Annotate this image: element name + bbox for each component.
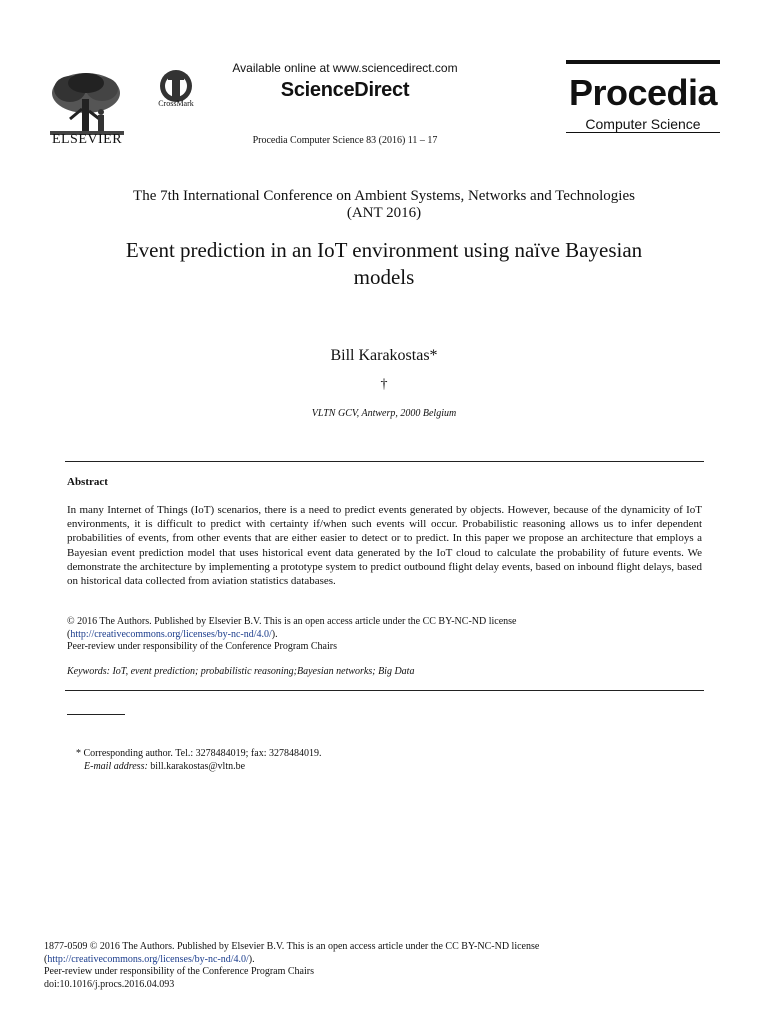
conference-line-1: The 7th International Conference on Ambient Systems, Networks and Technologies (133, 188, 635, 204)
paper-title-line-2: models (353, 265, 415, 289)
corresponding-author-footnote (76, 748, 676, 773)
crossmark-label: CrossMark (158, 99, 194, 108)
peer-review-line: Peer-review under responsibility of the Conference Program Chairs (67, 641, 337, 652)
footer-issn-line: 1877-0509 © 2016 The Authors. Published by Elsevier B.V. This is an open access article under the CC BY-NC-ND license (44, 941, 540, 952)
procedia-logo: Procedia (568, 72, 718, 113)
abstract-top-rule (65, 461, 704, 462)
footnote-contact: * Corresponding author. Tel.: 3278484019; fax: 3278484019. (76, 748, 322, 759)
abstract-body: In many Internet of Things (IoT) scenarios, there is a need to predict events generated by objects. However, because of the dynamicity of IoT environments, it is difficult to predict with certainty if/when such events will occur. Probabilistic reasoning allows us to infer dependent probabilities of events, from other events that are either easier to detect or to predict. In this paper we propose an architecture that employs a Bayesian event prediction model that uses historical event data generated by the IoT cloud to calculate the probability of future events. We demonstrate the architecture by implementing a prototype system to predict outbound flight delay events, based on inbound flight delays, based on historical data collected from aviation statistics databases. (67, 504, 702, 588)
copyright-notice (67, 616, 702, 654)
conference-line-2: (ANT 2016) (346, 205, 422, 221)
author-affiliation: VLTN GCV, Antwerp, 2000 Belgium (311, 408, 457, 419)
elsevier-wordmark: ELSEVIER (51, 132, 123, 147)
page-footer (44, 941, 724, 991)
copyright-line: © 2016 The Authors. Published by Elsevier B.V. This is an open access article under the CC BY-NC-ND license (67, 616, 517, 627)
available-online-text: Available online at www.sciencedirect.com (232, 61, 458, 75)
footer-license-link[interactable]: http://creativecommons.org/licenses/by-nc-nd/4.0/ (47, 953, 249, 965)
dagger-mark: † (380, 377, 388, 392)
footer-paren-open: ( (44, 953, 48, 965)
sciencedirect-logo[interactable]: ScienceDirect (280, 79, 410, 101)
footer-doi[interactable]: doi:10.1016/j.procs.2016.04.093 (44, 978, 175, 990)
procedia-subtitle: Computer Science (585, 116, 701, 132)
journal-reference: Procedia Computer Science 83 (2016) 11 – 17 (252, 135, 438, 146)
paper-title-line-1: Event prediction in an IoT environment using naïve Bayesian (125, 238, 643, 262)
keywords-list: IoT, event prediction; probabilistic reasoning;Bayesian networks; Big Data (112, 666, 415, 677)
abstract-heading: Abstract (67, 476, 108, 488)
footer-paren-close: ). (248, 953, 255, 965)
keywords (67, 666, 702, 677)
license-paren-close: ). (271, 628, 278, 640)
license-line (67, 629, 702, 642)
paper-title (60, 237, 708, 291)
footnote-email-line (76, 761, 676, 774)
conference-name (60, 188, 708, 222)
author-name: Bill Karakostas* (330, 347, 438, 364)
footer-license-line (44, 954, 724, 967)
email-label: E-mail address: (84, 760, 148, 772)
license-link[interactable]: http://creativecommons.org/licenses/by-nc-nd/4.0/ (70, 628, 272, 640)
footer-peer-review: Peer-review under responsibility of the Conference Program Chairs (44, 966, 314, 977)
abstract-bottom-rule (65, 690, 704, 691)
keywords-label: Keywords: (67, 666, 110, 677)
email-address[interactable]: bill.karakostas@vltn.be (150, 760, 246, 772)
license-paren-open: ( (67, 628, 71, 640)
footnote-rule (67, 714, 125, 715)
